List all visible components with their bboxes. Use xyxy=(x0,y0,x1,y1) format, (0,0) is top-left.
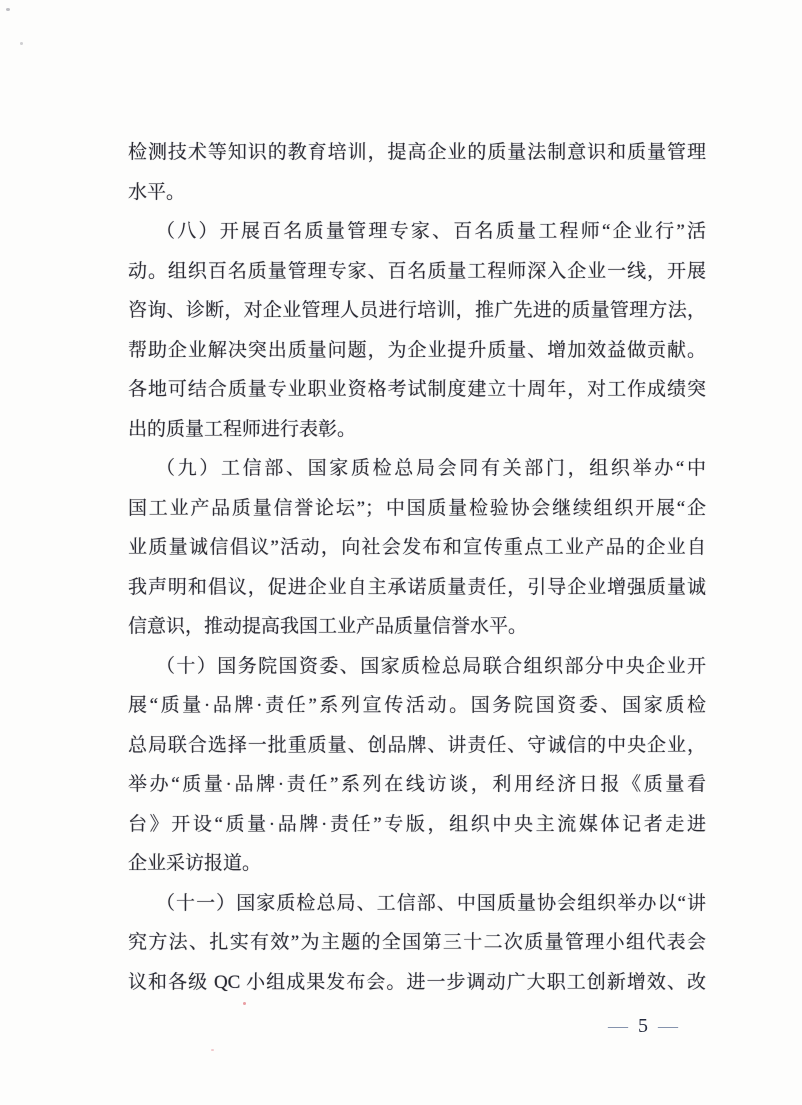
scan-speckle xyxy=(6,8,10,11)
text-line: 举办“质量·品牌·责任”系列在线访谈，利用经济日报《质量看 xyxy=(128,774,706,795)
text-line: 我声明和倡议，促进企业自主承诺质量责任，引导企业增强质量诚 xyxy=(128,576,706,598)
page-number-footer xyxy=(599,1012,688,1040)
document-body xyxy=(128,133,706,1002)
page-number: 5 xyxy=(638,1015,649,1037)
text-line: （八）开展百名质量管理专家、百名质量工程师“企业行”活 xyxy=(156,221,706,242)
text-line: 水平。 xyxy=(128,181,186,203)
text-line: 国工业产品质量信誉论坛”；中国质量检验协会继续组织开展“企 xyxy=(128,497,706,519)
text-line: （九）工信部、国家质检总局会同有关部门，组织举办“中 xyxy=(156,458,706,479)
text-line: 总局联合选择一批重质量、创品牌、讲责任、守诚信的中央企业， xyxy=(128,734,706,756)
footer-right-dash: — xyxy=(658,1015,679,1037)
text-line: 出的质量工程师进行表彰。 xyxy=(128,418,357,440)
text-line: 究方法、扎实有效”为主题的全国第三十二次质量管理小组代表会 xyxy=(128,932,706,953)
text-line: 企业采访报道。 xyxy=(128,853,262,874)
text-line: 台》开设“质量·品牌·责任”专版，组织中央主流媒体记者走进 xyxy=(128,813,706,835)
text-line: （十）国务院国资委、国家质检总局联合组织部分中央企业开 xyxy=(156,655,706,677)
text-line: 检测技术等知识的教育培训，提高企业的质量法制意识和质量管理 xyxy=(128,142,706,163)
footer-left-dash: — xyxy=(608,1015,629,1037)
text-line: 动。组织百名质量管理专家、百名质量工程师深入企业一线，开展 xyxy=(128,260,706,282)
text-line: 业质量诚信倡议”活动，向社会发布和宣传重点工业产品的企业自 xyxy=(128,537,706,558)
scan-speckle xyxy=(211,1049,214,1051)
text-line: 咨询、诊断，对企业管理人员进行培训，推广先进的质量管理方法， xyxy=(128,300,706,321)
text-line: （十一）国家质检总局、工信部、中国质量协会组织举办以“讲 xyxy=(156,892,706,914)
text-line: 帮助企业解决突出质量问题，为企业提升质量、增加效益做贡献。 xyxy=(128,339,706,361)
text-line: 展“质量·品牌·责任”系列宣传活动。国务院国资委、国家质检 xyxy=(128,695,706,716)
text-line: 议和各级 QC 小组成果发布会。进一步调动广大职工创新增效、改 xyxy=(128,971,706,993)
scan-speckle xyxy=(20,42,23,45)
scan-speckle xyxy=(243,1002,246,1005)
text-line: 信意识，推动提高我国工业产品质量信誉水平。 xyxy=(128,616,528,637)
text-line: 各地可结合质量专业职业资格考试制度建立十周年，对工作成绩突 xyxy=(128,379,706,400)
